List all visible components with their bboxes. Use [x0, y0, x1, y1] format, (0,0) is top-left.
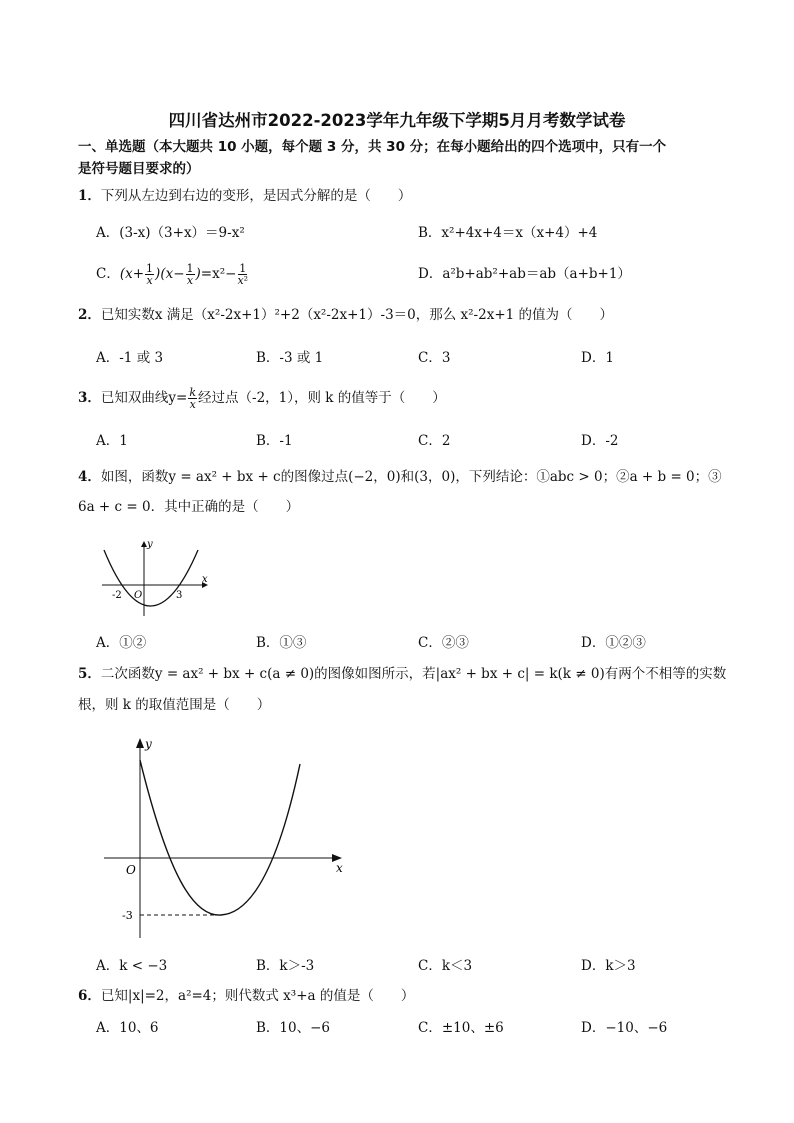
origin-label: O — [126, 863, 136, 877]
q5-option-a: A．k < −3 — [96, 958, 168, 974]
section-heading-line2: 是符号题目要求的） — [78, 161, 200, 177]
q1-option-b: B．x²+4x+4＝x（x+4）+4 — [418, 225, 598, 241]
question-6 — [78, 987, 414, 1005]
question-stem: 如图，函数y = ax² + bx + c的图像过点(−2，0)和(3，0)，下列结论：①abc > 0；②a + b = 0；③ — [100, 469, 722, 485]
q5-option-c: C．k＜3 — [418, 958, 473, 974]
question-3 — [78, 384, 446, 412]
stem-pre: 已知双曲线y= — [100, 390, 188, 406]
option-tail: =x²− — [200, 266, 237, 282]
stem-post: 经过点（-2，1），则 k 的值等于（ ） — [198, 390, 446, 406]
q5-parabola-graph — [98, 734, 348, 946]
page-title: 四川省达州市2022-2023学年九年级下学期5月月考数学试卷 — [168, 111, 626, 130]
question-5-line1 — [78, 665, 726, 683]
question-4-line2: 6a + c = 0．其中正确的是（ ） — [78, 499, 300, 515]
axis-y-label: y — [145, 737, 152, 751]
question-number: 1． — [78, 188, 101, 204]
question-stem: 二次函数y = ax² + bx + c(a ≠ 0)的图像如图所示，若|ax² + bx + c| = k(k ≠ 0)有两个不相等的实数 — [100, 666, 727, 682]
q2-option-c: C．3 — [418, 350, 451, 366]
q4-option-a: A．①② — [96, 635, 147, 651]
q4-option-d: D．①②③ — [581, 635, 646, 651]
q1-option-c: C．(x+ $\frac{1}{x}$ )(x− $\frac{1}{x}$ )=x²− $\frac{1}{\text{x²}}$ — [96, 262, 249, 287]
question-number: 6． — [78, 988, 101, 1004]
q6-option-c: C．±10、±6 — [418, 1020, 504, 1036]
tick-label-pos: 3 — [176, 590, 183, 601]
axis-x-label: x — [336, 861, 343, 875]
q1-option-d: D．a²b+ab²+ab＝ab（a+b+1） — [418, 266, 631, 282]
question-1 — [78, 187, 411, 205]
q3-option-c: C．2 — [418, 433, 451, 449]
q3-option-d: D．-2 — [581, 433, 619, 449]
q5-option-d: D．k＞3 — [581, 958, 636, 974]
question-number: 3． — [78, 390, 101, 406]
q2-option-b: B．-3 或 1 — [256, 350, 324, 366]
q6-option-d: D．−10、−6 — [581, 1020, 668, 1036]
q4-parabola-graph — [98, 538, 214, 618]
question-stem: 下列从左边到右边的变形，是因式分解的是（ ） — [100, 188, 412, 204]
q5-option-b: B．k＞-3 — [256, 958, 315, 974]
frac-denominator: x — [189, 398, 196, 411]
q1-option-a: A．(3-x)（3+x）＝9-x² — [96, 225, 245, 241]
question-number: 5． — [78, 666, 101, 682]
axis-x-label: x — [202, 574, 208, 585]
q4-option-b: B．①③ — [256, 635, 307, 651]
question-stem: 已知|x|=2，a²=4；则代数式 x³+a 的值是（ ） — [100, 988, 415, 1004]
minimum-value-label: -3 — [122, 909, 133, 922]
tick-label-neg: -2 — [112, 590, 122, 601]
section-heading-line1: 一、单选题（本大题共 10 小题，每个题 3 分，共 30 分；在每小题给出的四个选项中，只有一个 — [78, 139, 667, 155]
q6-option-b: B．10、−6 — [256, 1020, 330, 1036]
origin-label: O — [134, 590, 143, 601]
option-label: C． — [96, 266, 120, 282]
q4-option-c: C．②③ — [418, 635, 469, 651]
q2-option-d: D．1 — [581, 350, 614, 366]
question-2 — [78, 306, 613, 324]
axis-y-label: y — [147, 539, 153, 550]
frac-numerator: k — [189, 386, 197, 399]
question-stem: 已知实数x 满足（x²-2x+1）²+2（x²-2x+1）-3＝0，那么 x²-2x+1 的值为（ ） — [100, 307, 614, 323]
question-5-line2: 根，则 k 的取值范围是（ ） — [78, 697, 271, 713]
q3-option-a: A．1 — [96, 433, 128, 449]
question-number: 4． — [78, 469, 101, 485]
question-number: 2． — [78, 307, 101, 323]
q3-option-b: B．-1 — [256, 433, 293, 449]
question-4-line1 — [78, 468, 722, 486]
q6-option-a: A．10、6 — [96, 1020, 159, 1036]
q2-option-a: A．-1 或 3 — [96, 350, 164, 366]
